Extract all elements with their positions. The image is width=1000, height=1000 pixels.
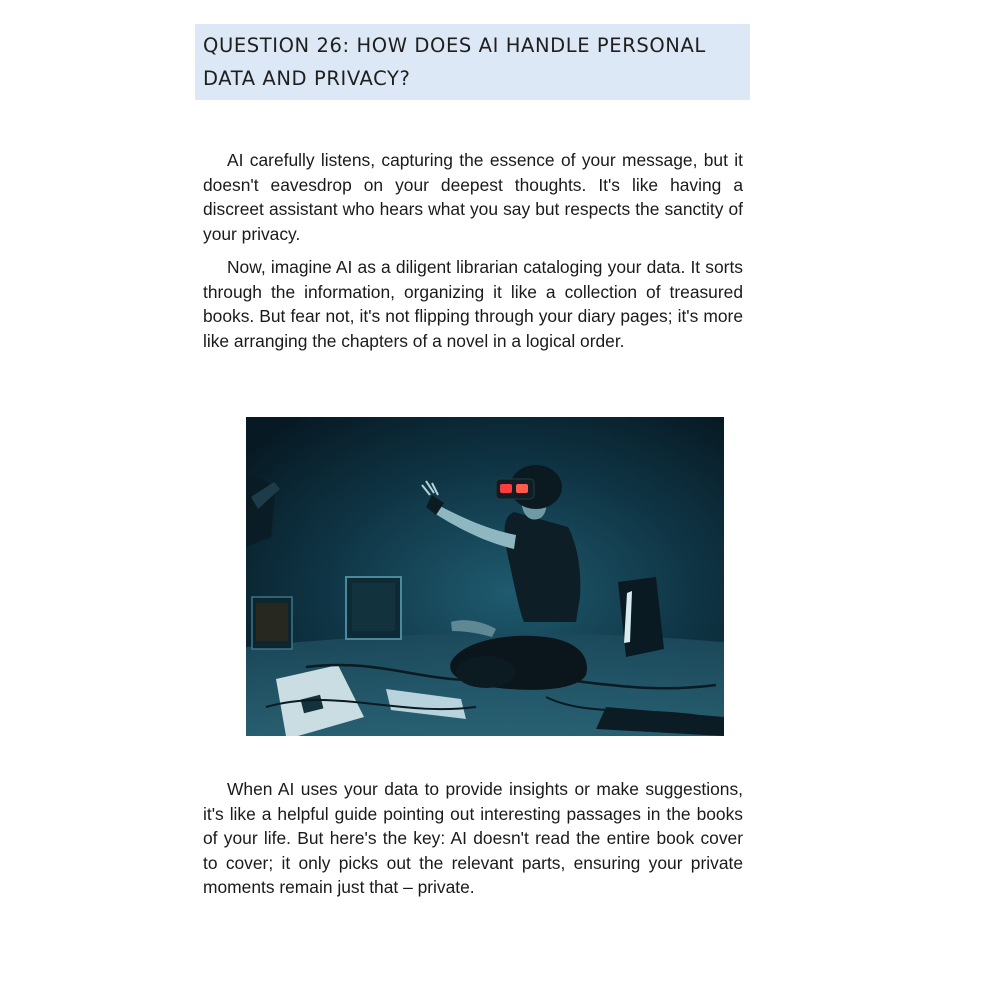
question-heading-box xyxy=(195,24,750,100)
body-paragraph-1: AI carefully listens, capturing the essence of your message, but it doesn't eavesdrop on your deepest thoughts. It's like having a discreet assistant who hears what you say but respects the sanctity of your privacy. xyxy=(203,150,743,244)
question-heading-line-1: QUESTION 26: HOW DOES AI HANDLE PERSONAL xyxy=(203,34,706,57)
question-heading-line-2: DATA AND PRIVACY? xyxy=(203,67,411,90)
vr-person-photo xyxy=(246,417,724,736)
body-paragraph-2: Now, imagine AI as a diligent librarian cataloging your data. It sorts through the information, organizing it like a collection of treasured books. But fear not, it's not flipping through your diary pages; it's more like arranging the chapters of a novel in a logical order. xyxy=(203,257,743,351)
body-paragraph-3: When AI uses your data to provide insights or make suggestions, it's like a helpful guide pointing out interesting passages in the books of your life. But here's the key: AI doesn't read the entire book cover to cover; it only picks out the relevant parts, ensuring your private moments remain just that – private. xyxy=(203,779,743,897)
